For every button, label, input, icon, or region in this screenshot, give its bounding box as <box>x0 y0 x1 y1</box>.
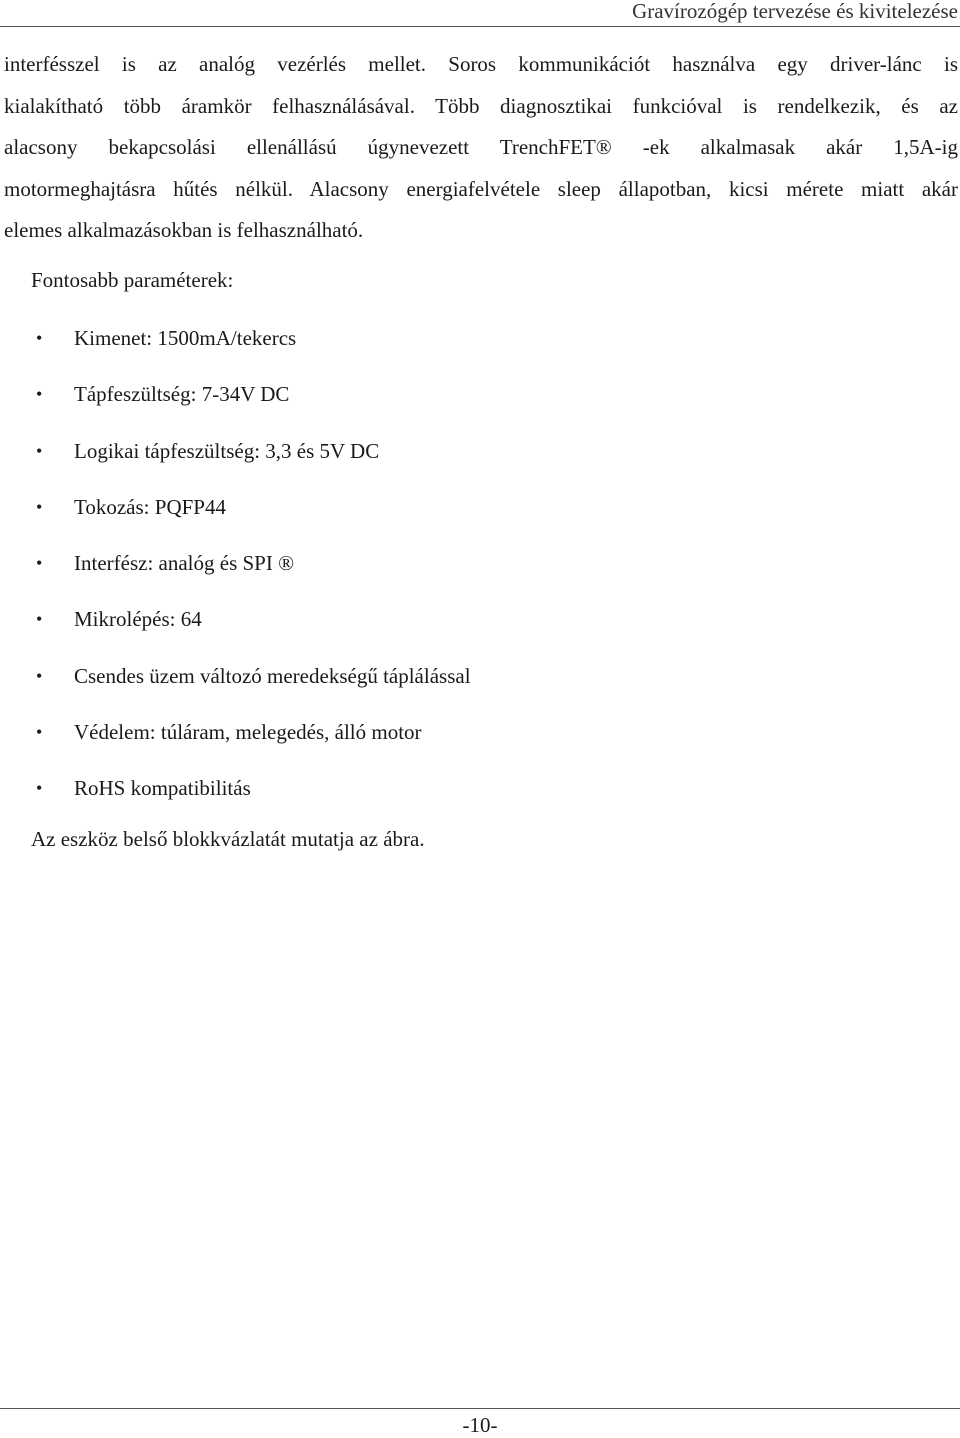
page-header <box>0 0 960 27</box>
bullet-icon: • <box>36 328 43 348</box>
bullet-icon: • <box>36 722 43 743</box>
body-paragraph <box>4 44 958 252</box>
body-line: alacsony bekapcsolási ellenállású úgynevezett TrenchFET® -ek alkalmasak akár 1,5A-ig <box>4 135 958 159</box>
page-number: -10- <box>462 1413 498 1437</box>
bullet-icon: • <box>36 440 43 461</box>
list-item-text: Védelem: túláram, melegedés, álló motor <box>74 720 422 745</box>
list-item-text: Logikai tápfeszültség: 3,3 és 5V DC <box>74 438 380 463</box>
list-item-text: Mikrolépés: 64 <box>74 607 202 632</box>
bullet-icon: • <box>36 553 43 574</box>
bullet-icon: • <box>36 609 43 630</box>
params-label: Fontosabb paraméterek: <box>31 268 234 292</box>
header-title: Gravírozógép tervezése és kivitelezése <box>632 0 958 23</box>
list-item-text: Tápfeszültség: 7-34V DC <box>74 382 290 407</box>
bullet-icon: • <box>36 496 43 517</box>
bullet-icon: • <box>36 384 43 405</box>
body-line: interfésszel is az analóg vezérlés mellet. Soros kommunikációt használva egy driver-lánc is <box>4 52 958 76</box>
list-item-text: RoHS kompatibilitás <box>74 776 251 801</box>
list-item-text: Interfész: analóg és SPI ® <box>74 551 295 576</box>
list-item-text: Tokozás: PQFP44 <box>74 494 226 519</box>
list-item-text: Kimenet: 1500mA/tekercs <box>74 326 297 350</box>
list-item-text: Csendes üzem változó meredekségű táplálással <box>74 663 471 688</box>
body-line: kialakítható több áramkör felhasználásával. Több diagnosztikai funkcióval is rendelkezik, és az <box>4 93 958 118</box>
footer-divider <box>0 1408 960 1409</box>
bullet-icon: • <box>36 665 43 686</box>
bullet-icon: • <box>36 778 43 799</box>
body-line: elemes alkalmazásokban is felhasználható. <box>4 218 364 242</box>
body-line: motormeghajtásra hűtés nélkül. Alacsony energiafelvétele sleep állapotban, kicsi mérete miatt akár <box>4 176 958 201</box>
closing-sentence: Az eszköz belső blokkvázlatát mutatja az ábra. <box>31 827 425 851</box>
